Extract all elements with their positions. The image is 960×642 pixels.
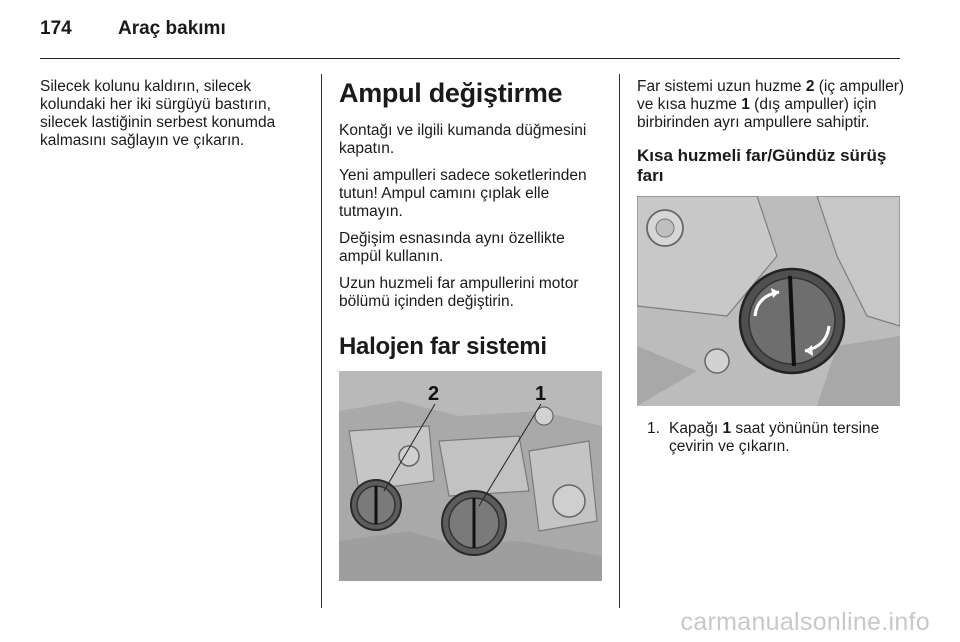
- watermark: carmanualsonline.info: [680, 608, 930, 636]
- headlamp-illustration: [339, 371, 602, 581]
- step-1: [637, 420, 905, 456]
- wiper-paragraph: Silecek kolunu kaldırın, silecek kolundaki her iki sürgüyü bastırın, silecek lastiğinin serbest konumda kalmasını sağlayın ve çıkarın.: [40, 78, 276, 149]
- section-heading: Ampul değiştirme: [339, 78, 563, 108]
- page-number: 174: [40, 18, 72, 39]
- header-rule: [40, 58, 900, 59]
- paragraph-sockets: Yeni ampulleri sadece soketlerinden tutun! Ampul camını çıplak elle tutmayın.: [339, 167, 587, 220]
- halogen-headlamp-figure: [339, 371, 602, 581]
- low-beam-cover-cap: [740, 269, 844, 373]
- column-1: [40, 78, 302, 159]
- page-header: [40, 18, 900, 46]
- low-beam-cap: [442, 491, 506, 555]
- step-number: 1.: [647, 420, 660, 437]
- column-divider-2: [619, 74, 620, 608]
- figure-label-1: 1: [535, 383, 547, 405]
- figure-label-2: 2: [428, 383, 440, 405]
- low-beam-cover-illustration: [637, 196, 900, 406]
- page-title: Araç bakımı: [118, 18, 226, 39]
- halogen-heading: Halojen far sistemi: [339, 333, 547, 360]
- column-2: [339, 78, 607, 581]
- low-beam-cover-figure: [637, 196, 900, 406]
- step-text: Kapağı 1 saat yönünün tersine çevirin ve çıkarın.: [669, 420, 880, 455]
- low-beam-heading: Kısa huzmeli far/Gündüz sürüş farı: [637, 146, 887, 185]
- paragraph-engine-bay: Uzun huzmeli far ampullerini motor bölümü içinden değiştirin.: [339, 275, 579, 310]
- high-beam-cap: [351, 480, 401, 530]
- column-divider-1: [321, 74, 322, 608]
- column-3: [637, 78, 905, 456]
- paragraph-same-type: Değişim esnasında aynı özellikte ampül kullanın.: [339, 230, 565, 265]
- intro-paragraph: Far sistemi uzun huzme 2 (iç ampuller) ve kısa huzme 1 (dış ampuller) için birbirinden ayrı ampullere sahiptir.: [637, 78, 905, 131]
- paragraph-ignition: Kontağı ve ilgili kumanda düğmesini kapatın.: [339, 122, 587, 157]
